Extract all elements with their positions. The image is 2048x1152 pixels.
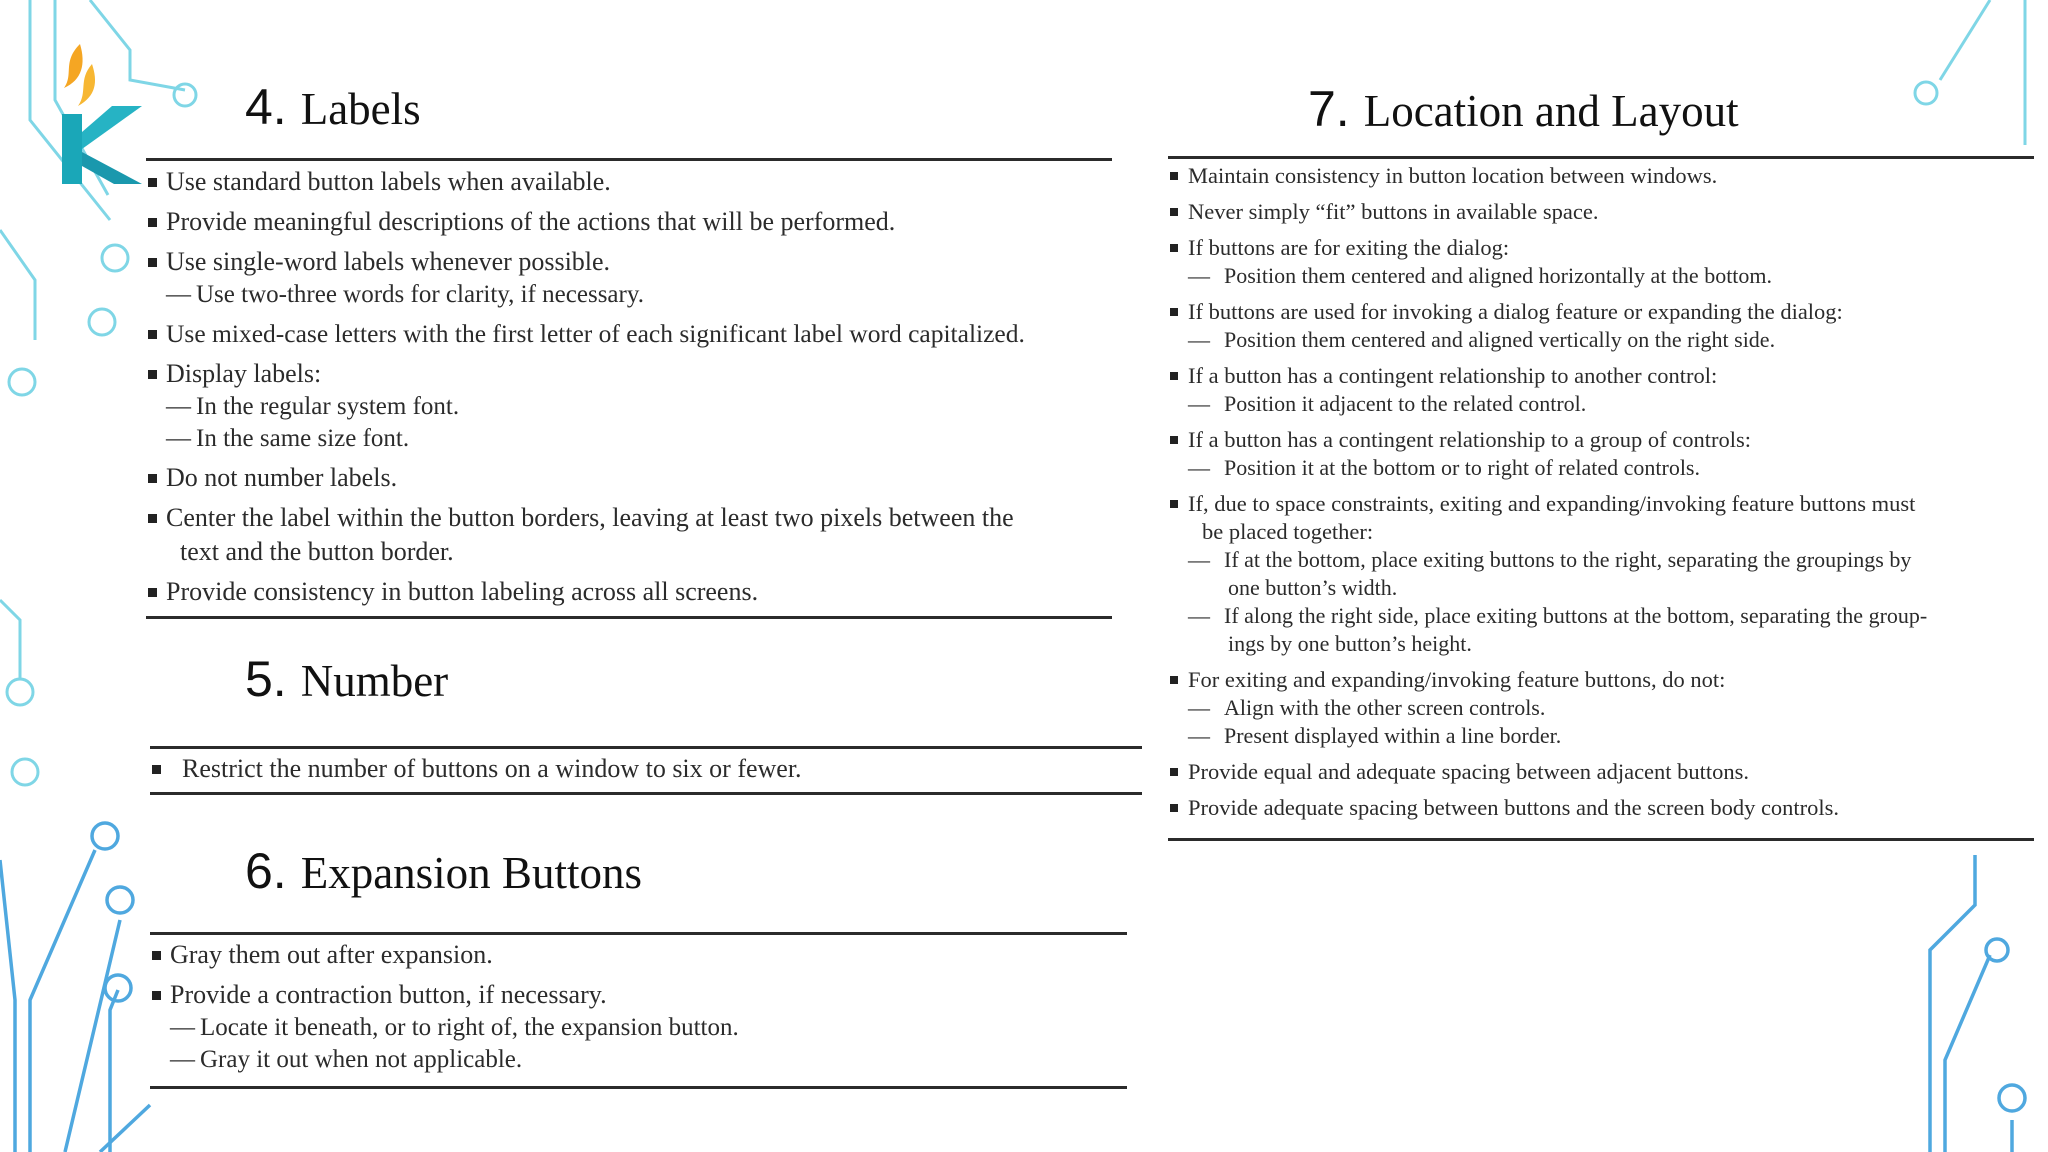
sub-item: — Present displayed within a line border. [1188, 723, 1562, 748]
wrapped-line: one button’s width. [1228, 575, 1398, 600]
section-heading [245, 650, 448, 708]
sub-item: — Locate it beneath, or to right of, the expansion button. [170, 1014, 739, 1041]
sub-item: — If along the right side, place exiting buttons at the bottom, separating the group- ings by one button’s height. [1188, 602, 2038, 658]
list-item: Use mixed-case letters with the first letter of each significant label word capitalized. [146, 317, 1146, 351]
wrapped-line: be placed together: [1202, 519, 1374, 544]
section-rule [150, 746, 1142, 749]
section-rule [1168, 838, 2034, 841]
list-item: Use single-word labels whenever possible. — Use two-three words for clarity, if necessary. [146, 245, 1146, 311]
sub-item: — Position it at the bottom or to right of related controls. [1188, 455, 1700, 480]
list-item: Provide meaningful descriptions of the actions that will be performed. [146, 205, 1146, 239]
section-heading [1308, 80, 1739, 138]
list-item: Provide a contraction button, if necessary. — Locate it beneath, or to right of, the expansion button. — Gray it out when not applicable. [150, 978, 1130, 1076]
section-number: 7. [1308, 81, 1350, 137]
bullet-list [1168, 162, 2038, 830]
section-title: Labels [300, 84, 421, 134]
sub-item: — Use two-three words for clarity, if necessary. [166, 281, 644, 308]
list-item: Gray them out after expansion. [150, 938, 1130, 972]
list-item: Center the label within the button borders, leaving at least two pixels between the text and the button border. [146, 501, 1146, 569]
sub-item: — Align with the other screen controls. [1188, 695, 1546, 720]
section-number: 4. [245, 79, 287, 135]
sub-item: — Position them centered and aligned horizontally at the bottom. [1188, 263, 1773, 288]
section-rule [146, 158, 1112, 161]
list-item: Never simply “fit” buttons in available space. [1168, 198, 2038, 226]
list-item: If buttons are for exiting the dialog: — Position them centered and aligned horizontally at the bottom. [1168, 234, 2038, 290]
bullet-list [150, 938, 1130, 1082]
section-rule [150, 1086, 1127, 1089]
list-item: Provide consistency in button labeling across all screens. [146, 575, 1146, 609]
section-title: Location and Layout [1363, 86, 1739, 136]
wrapped-line: ings by one button’s height. [1228, 631, 1472, 656]
wrapped-line: text and the button border. [180, 537, 454, 566]
section-heading [245, 842, 642, 900]
section-title: Expansion Buttons [300, 848, 642, 898]
list-item: If a button has a contingent relationship to a group of controls: — Position it at the bottom or to right of related controls. [1168, 426, 2038, 482]
sub-item: — In the regular system font. [166, 393, 460, 420]
list-item: Provide adequate spacing between buttons and the screen body controls. [1168, 794, 2038, 822]
section-rule [150, 792, 1142, 795]
section-rule [146, 616, 1112, 619]
list-item: Maintain consistency in button location between windows. [1168, 162, 2038, 190]
list-item: If a button has a contingent relationship to another control: — Position it adjacent to the related control. [1168, 362, 2038, 418]
section-title: Number [300, 656, 449, 706]
list-item: Do not number labels. [146, 461, 1146, 495]
list-item: Display labels: — In the regular system font. — In the same size font. [146, 357, 1146, 455]
list-item: If, due to space constraints, exiting and expanding/invoking feature buttons must be placed together: — If at the bottom, place exiting buttons to the right, separating the groupings by one button’s width. — If along the right side, place exiting buttons at the bottom, separating the group- ings by one button’s height. [1168, 490, 2038, 658]
sub-item: — Position it adjacent to the related control. [1188, 391, 1587, 416]
section-number: 6. [245, 843, 287, 899]
section-rule [150, 932, 1127, 935]
sub-item: — If at the bottom, place exiting buttons to the right, separating the groupings by one button’s width. [1188, 546, 2038, 602]
section-rule [1168, 156, 2034, 159]
list-item: Restrict the number of buttons on a window to six or fewer. [150, 752, 1140, 786]
sub-item: — In the same size font. [166, 425, 410, 452]
section-heading [245, 78, 421, 136]
sub-item: — Gray it out when not applicable. [170, 1046, 523, 1073]
list-item: If buttons are used for invoking a dialog feature or expanding the dialog: — Position them centered and aligned vertically on the right side. [1168, 298, 2038, 354]
list-item: Provide equal and adequate spacing between adjacent buttons. [1168, 758, 2038, 786]
bullet-list [146, 165, 1146, 615]
brand-logo [52, 44, 152, 194]
list-item: Use standard button labels when available. [146, 165, 1146, 199]
bullet-list [150, 752, 1140, 792]
list-item: For exiting and expanding/invoking feature buttons, do not: — Align with the other screen controls. — Present displayed within a line border. [1168, 666, 2038, 750]
section-number: 5. [245, 651, 287, 707]
sub-item: — Position them centered and aligned vertically on the right side. [1188, 327, 1776, 352]
